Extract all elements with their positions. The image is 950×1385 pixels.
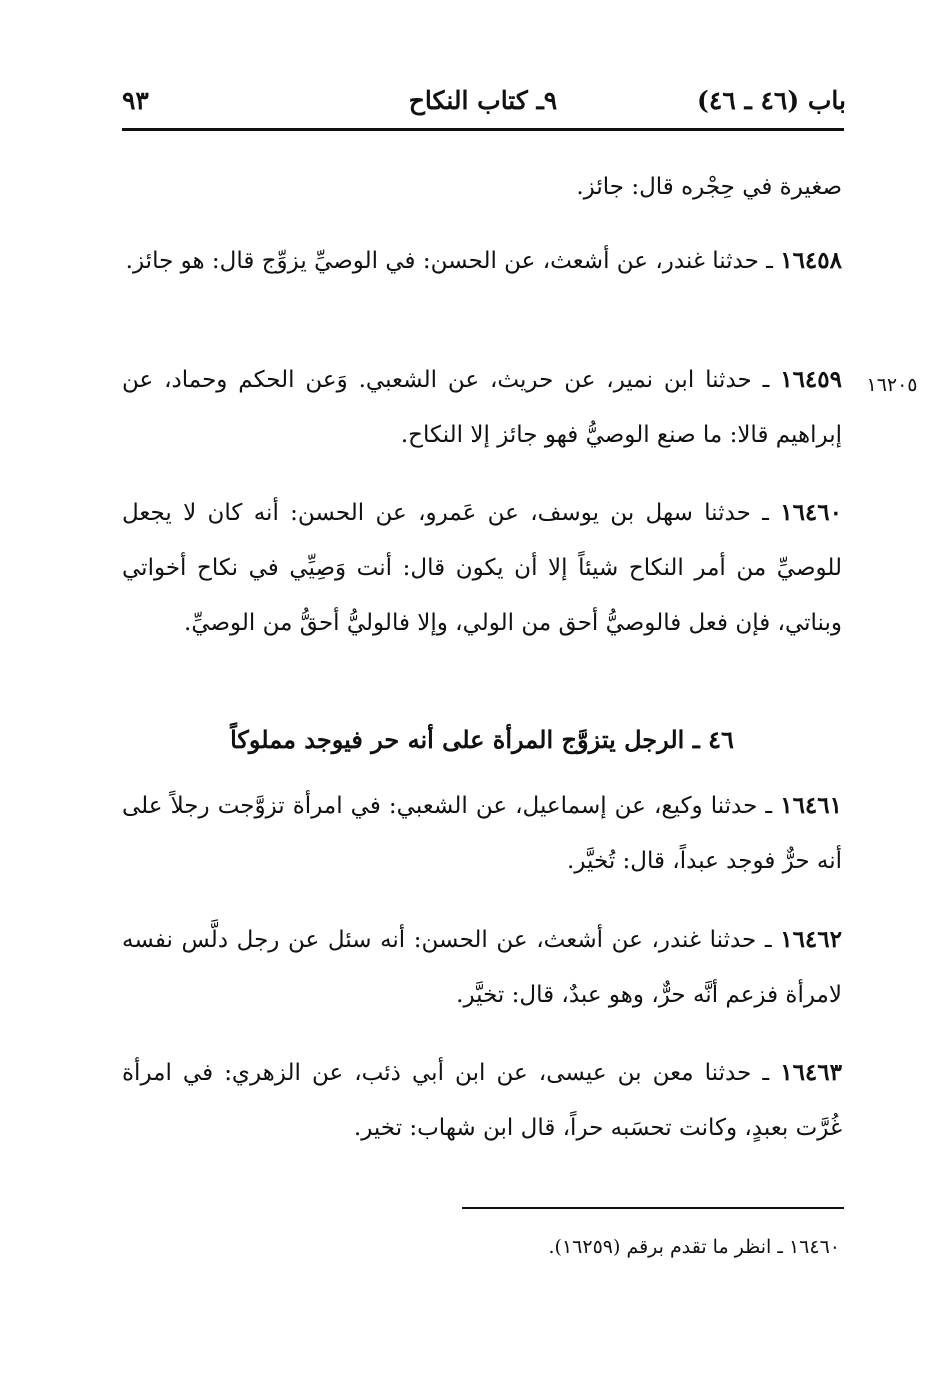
paragraph-text: صغيرة في حِجْره قال: جائز. <box>576 174 842 200</box>
hadith-16461 <box>122 778 842 889</box>
hadith-16459 <box>122 352 842 463</box>
footnote-rule <box>462 1207 844 1209</box>
hadith-number: ١٦٤٦٠ <box>780 499 842 526</box>
hadith-number: ١٦٤٥٩ <box>780 366 842 393</box>
hadith-number: ١٦٤٦١ <box>780 792 842 819</box>
hadith-16463 <box>122 1045 842 1156</box>
page-header <box>120 78 846 122</box>
hadith-16460 <box>122 485 842 651</box>
book-title: ٩ـ كتاب النكاح <box>408 86 558 115</box>
hadith-text: ـ حدثنا غندر، عن أشعث، عن الحسن: أنه سئل عن رجل دلَّس نفسه لامرأة فزعم أنَّه حرٌّ، وهو عبدٌ، قال: تخيَّر. <box>122 927 842 1008</box>
hadith-text: ـ حدثنا غندر، عن أشعث، عن الحسن: في الوصيِّ يزوِّج قال: هو جائز. <box>125 248 781 274</box>
hadith-16462 <box>122 912 842 1023</box>
hadith-text: ـ حدثنا سهل بن يوسف، عن عَمرو، عن الحسن: أنه كان لا يجعل للوصيِّ من أمر النكاح شيئاً إلا أن يكون قال: أنت وَصِيِّي في نكاح أخواتي وبناتي، فإن فعل فالوصيُّ أحق من الولي، وإلا فالوليُّ أحقُّ من الوصيِّ. <box>122 500 842 636</box>
page-number: ٩٣ <box>122 86 149 115</box>
hadith-number: ١٦٤٦٣ <box>780 1059 842 1086</box>
chapter-range: باب (٤٦ ـ ٤٦) <box>697 86 846 115</box>
section-heading: ٤٦ ـ الرجل يتزوَّج المرأة على أنه حر فيوجد مملوكاً <box>230 725 734 754</box>
header-rule <box>122 128 844 131</box>
hadith-text: ـ حدثنا ابن نمير، عن حريث، عن الشعبي. وَعن الحكم وحماد، عن إبراهيم قالا: ما صنع الوصيُّ فهو جائز إلا النكاح. <box>122 367 842 448</box>
hadith-16458 <box>122 233 842 289</box>
hadith-text: ـ حدثنا وكيع، عن إسماعيل، عن الشعبي: في امرأة تزوَّجت رجلاً على أنه حرٌّ فوجد عبداً، قال: تُخيَّر. <box>122 793 842 874</box>
hadith-number: ١٦٤٦٢ <box>780 926 842 953</box>
hadith-number: ١٦٤٥٨ <box>780 247 842 274</box>
hadith-text: ـ حدثنا معن بن عيسى، عن ابن أبي ذئب، عن الزهري: في امرأة غُرَّت بعبدٍ، وكانت تحسَبه حراً، قال ابن شهاب: تخير. <box>122 1060 842 1141</box>
margin-reference: ١٦٢٠٥ <box>866 374 918 396</box>
paragraph-continuation <box>122 160 842 215</box>
footnote: ١٦٤٦٠ ـ انظر ما تقدم برقم (١٦٢٥٩). <box>548 1236 840 1258</box>
